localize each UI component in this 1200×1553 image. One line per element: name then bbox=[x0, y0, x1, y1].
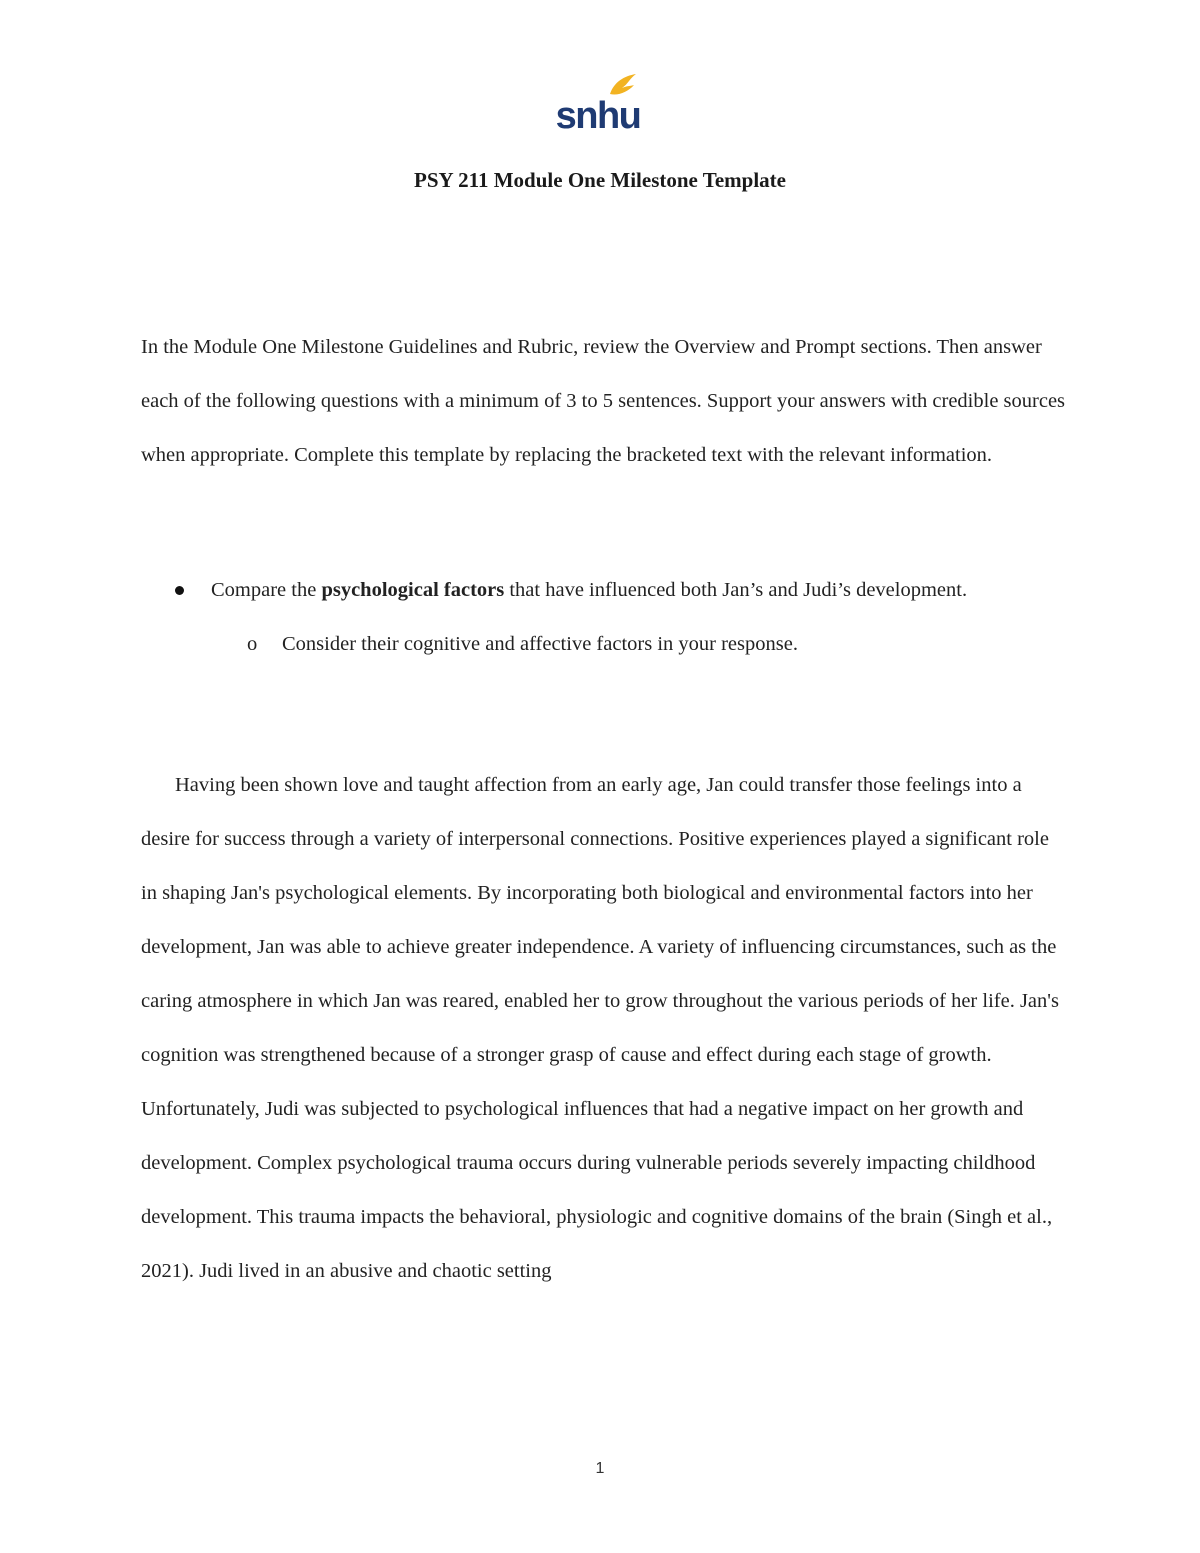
logo-text: snhu bbox=[555, 95, 641, 134]
bullet-text-bold: psychological factors bbox=[321, 579, 505, 601]
bullet-text-before: Compare the bbox=[211, 579, 322, 601]
prompt-bullet bbox=[141, 563, 1071, 617]
snhu-logo bbox=[552, 72, 644, 134]
bullet-text-after: that have influenced both Jan’s and Judi’s development. bbox=[504, 579, 968, 601]
document-title: PSY 211 Module One Milestone Template bbox=[414, 168, 786, 192]
sub-bullet-text: Consider their cognitive and affective factors in your response. bbox=[282, 633, 798, 655]
flame-icon bbox=[610, 74, 636, 95]
page-number: 1 bbox=[595, 1460, 605, 1477]
prompt-list bbox=[141, 563, 1071, 671]
sub-bullet-marker: o bbox=[247, 633, 258, 655]
prompt-sub-bullet bbox=[141, 617, 1071, 671]
bullet-dot-icon bbox=[175, 586, 184, 595]
intro-paragraph: In the Module One Milestone Guidelines and Rubric, review the Overview and Prompt sections. Then answer each of the following questions with a minimum of 3 to 5 sentences. Support your answers with credible sources when appropriate. Complete this template by replacing the bracketed text with the relevant information. bbox=[141, 336, 1066, 466]
response-paragraph: Having been shown love and taught affection from an early age, Jan could transfer those feelings into a desire for success through a variety of interpersonal connections. Positive experiences played a significant role in shaping Jan's psychological elements. By incorporating both biological and environmental factors into her development, Jan was able to achieve greater independence. A variety of influencing circumstances, such as the caring atmosphere in which Jan was reared, enabled her to grow throughout the various periods of her life. Jan's cognition was strengthened because of a stronger grasp of cause and effect during each stage of growth. Unfortunately, Judi was subjected to psychological influences that had a negative impact on her growth and development. Complex psychological trauma occurs during vulnerable periods severely impacting childhood development. This trauma impacts the behavioral, physiologic and cognitive domains of the brain (Singh et al., 2021). Judi lived in an abusive and chaotic setting bbox=[141, 774, 1059, 1282]
